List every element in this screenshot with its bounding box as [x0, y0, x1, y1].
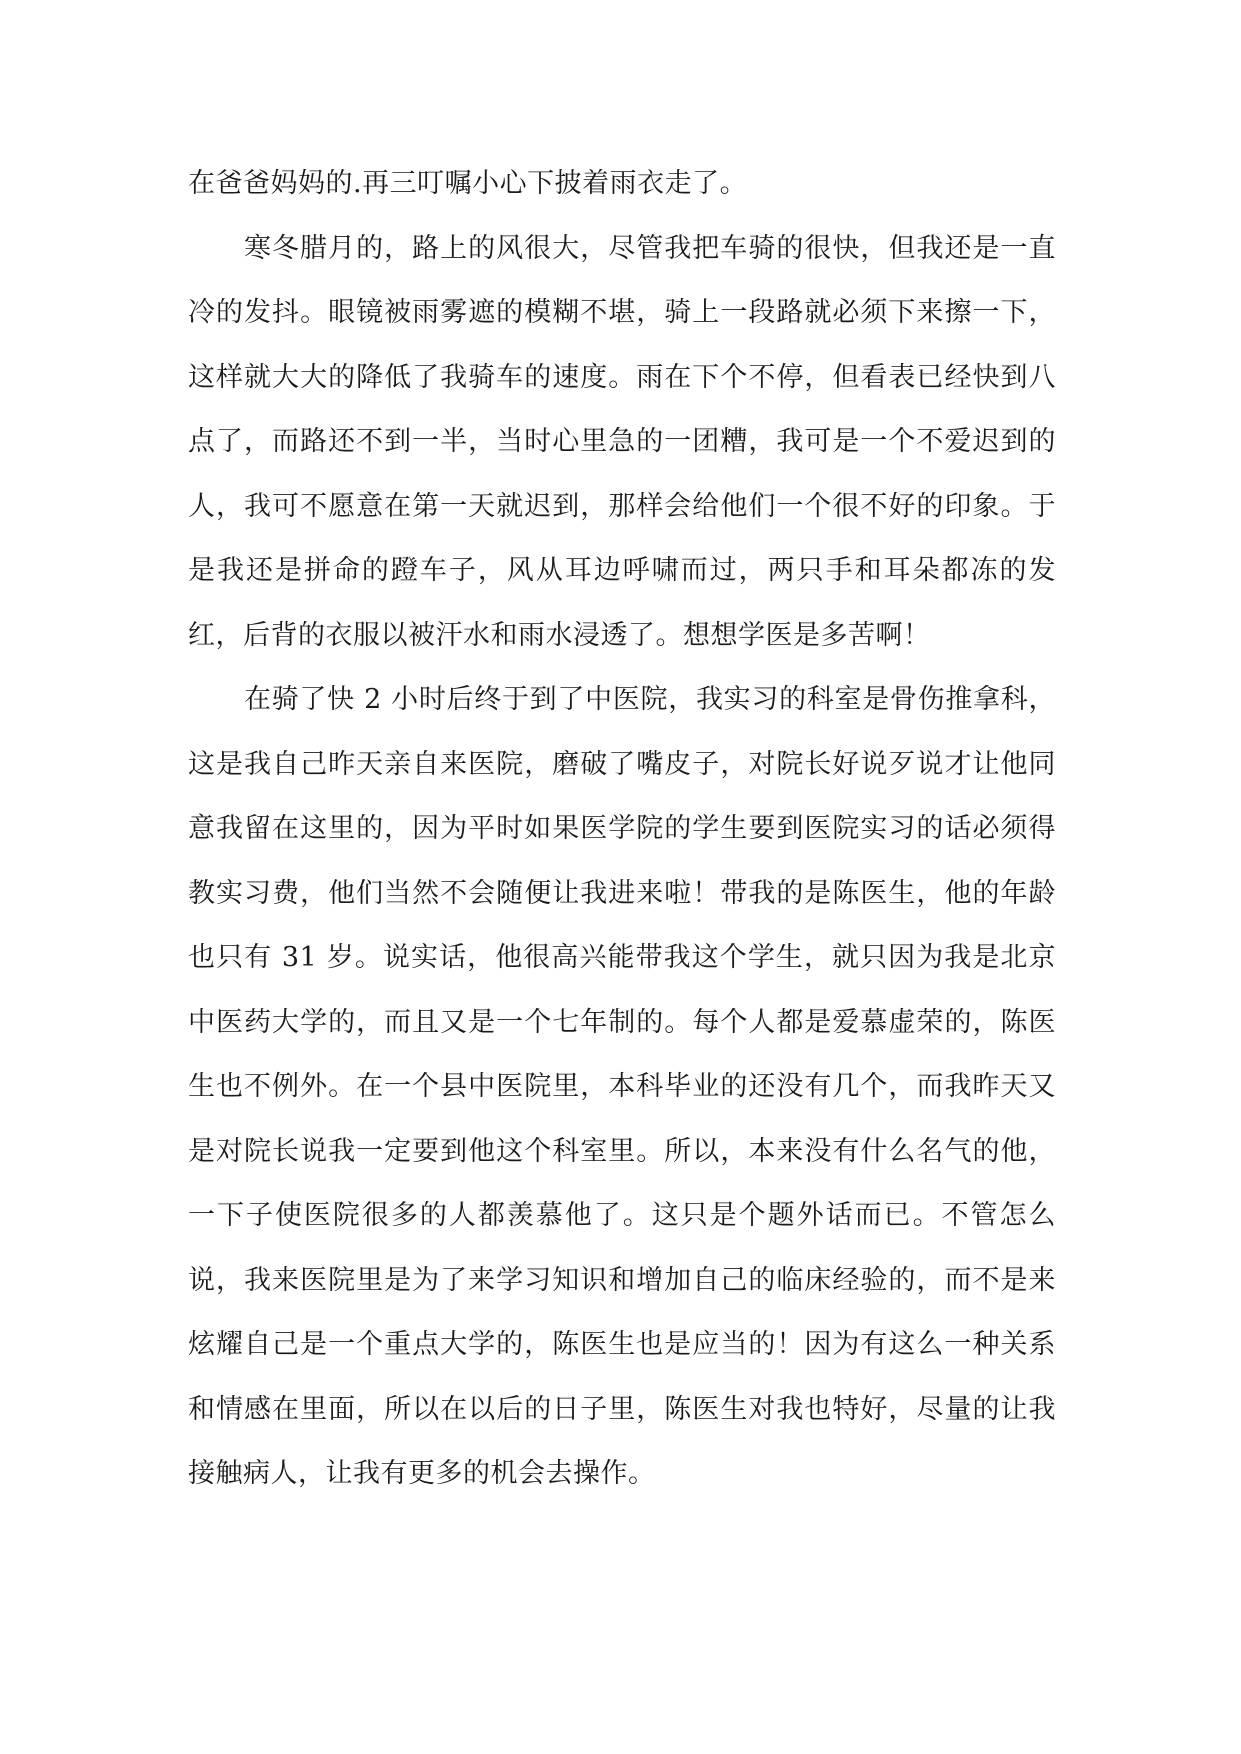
body-text [188, 152, 1056, 1507]
paragraph-hospital-arrival: 在骑了快 2 小时后终于到了中医院，我实习的科室是骨伤推拿科，这是我自己昨天亲自来医院，磨破了嘴皮子，对院长好说歹说才让他同意我留在这里的，因为平时如果医学院的学生要到医院实习的话必须得教实习费，他们当然不会随便让我进来啦！带我的是陈医生，他的年龄也只有 31 岁。说实话，他很高兴能带我这个学生，就只因为我是北京中医药大学的，而且又是一个七年制的。每个人都是爱慕虚荣的，陈医生也不例外。在一个县中医院里，本科毕业的还没有几个，而我昨天又是对院长说我一定要到他这个科室里。所以，本来没有什么名气的他，一下子使医院很多的人都羡慕他了。这只是个题外话而已。不管怎么说，我来医院里是为了来学习知识和增加自己的临床经验的，而不是来炫耀自己是一个重点大学的，陈医生也是应当的！因为有这么一种关系和情感在里面，所以在以后的日子里，陈医生对我也特好，尽量的让我接触病人，让我有更多的机会去操作。 [188, 684, 1056, 1489]
paragraph-winter-ride: 寒冬腊月的，路上的风很大，尽管我把车骑的很快，但我还是一直冷的发抖。眼镜被雨雾遮的模糊不堪，骑上一段路就必须下来擦一下，这样就大大的降低了我骑车的速度。雨在下个不停，但看表已经快到八点了，而路还不到一半，当时心里急的一团糟，我可是一个不爱迟到的人，我可不愿意在第一天就迟到，那样会给他们一个很不好的印象。于是我还是拼命的蹬车子，风从耳边呼啸而过，两只手和耳朵都冻的发红，后背的衣服以被汗水和雨水浸透了。想想学医是多苦啊！ [188, 232, 1056, 651]
paragraph-continuation: 在爸爸妈妈的.再三叮嘱小心下披着雨衣走了。 [188, 168, 748, 199]
